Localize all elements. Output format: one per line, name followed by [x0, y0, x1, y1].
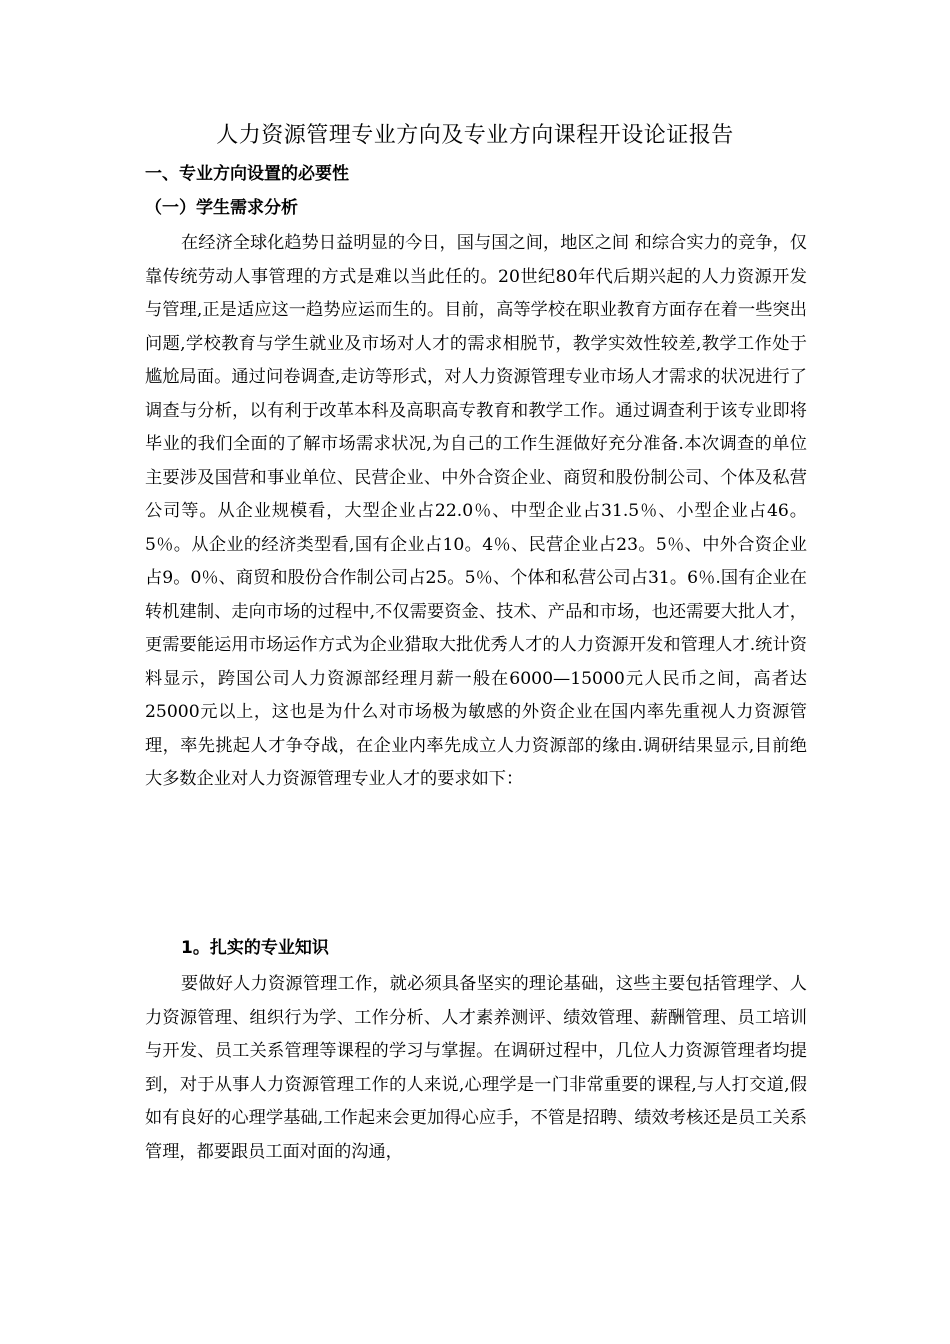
section-heading: 一、专业方向设置的必要性 [145, 164, 349, 184]
item-heading: 1。扎实的专业知识 [181, 938, 329, 958]
body-paragraph: 在经济全球化趋势日益明显的今日，国与国之间，地区之间 和综合实力的竞争，仅靠传统劳动人事管理的方式是难以当此任的。20世纪80年代后期兴起的人力资源开发与管理,正是适应这一趋势应运而生的。目前，高等学校在职业教育方面存在着一些突出问题,学校教育与学生就业及市场对人才的需求相脱节，教学实效性较差,教学工作处于尴尬局面。通过问卷调查,走访等形式，对人力资源管理专业市场人才需求的状况进行了调查与分析，以有利于改革本科及高职高专教育和教学工作。通过调查利于该专业即将毕业的我们全面的了解市场需求状况,为自己的工作生涯做好充分准备.本次调查的单位主要涉及国营和事业单位、民营企业、中外合资企业、商贸和股份制公司、个体及私营公司等。从企业规模看，大型企业占22.0％、中型企业占31.5％、小型企业占46。5％。从企业的经济类型看,国有企业占10。4％、民营企业占23。5％、中外合资企业占9。0％、商贸和股份合作制公司占25。5％、个体和私营公司占31。6％.国有企业在转机建制、走向市场的过程中,不仅需要资金、技术、产品和市场，也还需要大批人才，更需要能运用市场运作方式为企业猎取大批优秀人才的人力资源开发和管理人才.统计资料显示，跨国公司人力资源部经理月薪一般在6000—15000元人民币之间，高者达25000元以上，这也是为什么对市场极为敏感的外资企业在国内率先重视人力资源管理，率先挑起人才争夺战，在企业内率先成立人力资源部的缘由.调研结果显示,目前绝大多数企业对人力资源管理专业人才的要求如下： [145, 233, 807, 789]
subsection-heading: （一）学生需求分析 [145, 198, 298, 218]
body-paragraph: 要做好人力资源管理工作，就必须具备坚实的理论基础，这些主要包括管理学、人力资源管理、组织行为学、工作分析、人才素养测评、绩效管理、薪酬管理、员工培训与开发、员工关系管理等课程的学习与掌握。在调研过程中，几位人力资源管理者均提到，对于从事人力资源管理工作的人来说,心理学是一门非常重要的课程,与人打交道,假如有良好的心理学基础,工作起来会更加得心应手，不管是招聘、绩效考核还是员工关系管理，都要跟员工面对面的沟通， [145, 974, 807, 1162]
document-title: 人力资源管理专业方向及专业方向课程开设论证报告 [216, 123, 734, 148]
